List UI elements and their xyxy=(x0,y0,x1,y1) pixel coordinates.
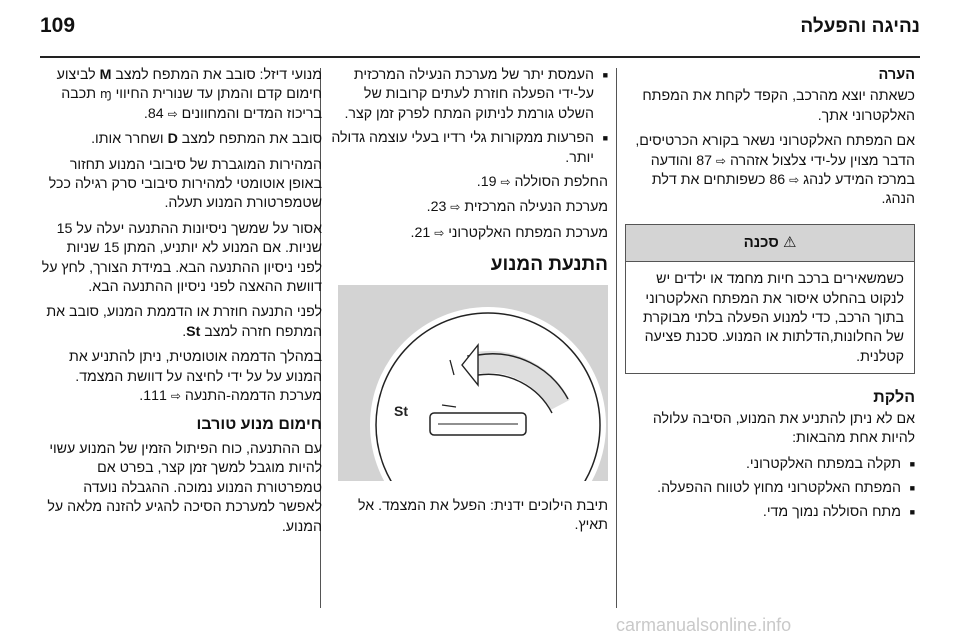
ref-number: 21 xyxy=(414,224,431,241)
ref-number: 19 xyxy=(480,174,497,191)
illustration-caption: תיבת הילוכים ידנית: הפעל את המצמד. אל תאיץ. xyxy=(358,498,608,534)
note-ref-2: 86 xyxy=(769,172,786,189)
turn-to-d-paragraph xyxy=(40,130,322,149)
ref-arrow-icon: ⇨ xyxy=(450,200,461,215)
position-d-label: D xyxy=(167,131,178,148)
fault-bullet: ■ מתח הסוללה נמוך מדי. xyxy=(625,503,915,522)
illus-position-label: St xyxy=(394,402,408,419)
ref-number: 111 xyxy=(143,388,167,405)
note-paragraph-2 xyxy=(625,132,915,210)
column-divider-right xyxy=(616,68,617,608)
ref-arrow-icon: ⇨ xyxy=(715,153,726,168)
ref-text: החלפת הסוללה xyxy=(514,174,608,191)
glow-plug-icon: ɱ xyxy=(99,87,112,102)
warning-title: סכנה xyxy=(743,233,779,251)
ref-text: מערכת המפתח האלקטרוני xyxy=(448,224,608,241)
note-title: הערה xyxy=(878,67,915,83)
text-run: תכבה בריכוז המדים והמחוונים xyxy=(61,86,322,122)
ignition-switch-illustration xyxy=(338,285,608,481)
middle-column xyxy=(330,66,608,542)
text-run: ושחרר אותו. xyxy=(91,131,164,148)
page-title: נהיגה והפעלה xyxy=(800,16,920,37)
section-title-turbo: חימום מנוע טורבו xyxy=(196,415,322,433)
ref-number: 84 xyxy=(147,105,164,122)
watermark: carmanualsonline.info xyxy=(616,615,792,635)
section-title-engine-start: התנעת המנוע xyxy=(490,254,608,276)
note-paragraph-1: כשאתה יוצא מהרכב, הקפד לקחת את המפתח האלקטרוני אתך. xyxy=(642,88,915,124)
note-text-c: כשפותחים את דלת הנהג. xyxy=(651,172,915,208)
fault-title: הלקת xyxy=(873,389,915,407)
text-run: סובב את המתפח למצב xyxy=(181,131,322,148)
text-run: לביצוע חימום קדם והמתן עד שנורית החיווי xyxy=(56,67,322,103)
position-m-label: M xyxy=(99,67,112,83)
warning-box xyxy=(625,224,915,374)
right-column xyxy=(625,66,915,528)
turbo-paragraph: עם ההתנעה, כוח הפיתול הזמין של המנוע עשוי להיות מוגבל למשך זמן קצר, בפרט אם טמפרטורת המנוע נמוכה. ההגבלה נועדה לאפשר למערכת הסיכה להגיע להזנה מלאה על המנוע. xyxy=(47,440,322,535)
left-column xyxy=(40,66,322,543)
idle-paragraph: המהירות המוגברת של סיבובי המנוע תחזור באופן אוטומטי למהירות סיבובי סרק רגילה ככל שטמפרטורת המנוע תעלה. xyxy=(48,156,322,212)
warning-triangle-icon: ⚠ xyxy=(782,232,797,251)
cross-ref-locking: מערכת הנעילה המרכזית ⇨ 23. xyxy=(426,199,608,216)
cause-bullet: ■ הפרעות ממקורות גלי רדיו בעלי עוצמה גדולה יותר. xyxy=(330,129,608,168)
cause-bullet: ■ העמסת יתר של מערכת הנעילה המרכזית על-ידי הפעלה חוזרת לעתים קרובות של השלט גורמת לניתוק המתח לפרק זמן קצר. xyxy=(330,66,608,124)
warning-header xyxy=(626,225,914,262)
fault-intro: אם לא ניתן להתניע את המנוע, הסיבה עלולה להיות אחת מהבאות: xyxy=(652,410,915,447)
ref-text: מערכת הדממה-התנעה xyxy=(184,388,322,405)
ref-arrow-icon: ⇨ xyxy=(434,225,445,240)
autostop-paragraph: במהלך הדממה אוטומטית, ניתן להתניע את המנוע על על ידי לחיצה על דוושת המצמד. מערכת הדממה-התנעה ⇨ 111. xyxy=(69,349,322,405)
attempts-paragraph: אסור על שמשך ניסיונות ההתנעה יעלה על 15 שניות. אם המנוע לא יותניע, המתן 15 שניות לפני ניסיון ההתנעה הבא. במידת הצורך, לחץ על דוושת ההאצה לפני ניסיון ההתנעה הבא. xyxy=(41,220,322,296)
text-run: לפני התנעה חוזרת או הדממת המנוע, סובב את המתפח חזרה למצב xyxy=(46,304,322,340)
note-ref-1: 87 xyxy=(696,152,712,169)
fault-bullet: ■ המפתח האלקטרוני מחוץ לטווח ההפעלה. xyxy=(625,479,915,498)
ref-arrow-icon: ⇨ xyxy=(789,173,800,188)
position-st-label: St xyxy=(186,323,201,340)
fault-bullet: ■ תקלה במפתח האלקטרוני. xyxy=(625,455,915,474)
ref-arrow-icon: ⇨ xyxy=(500,175,511,190)
cross-ref-battery: החלפת הסוללה ⇨ 19. xyxy=(476,174,608,191)
note-text-a: אם המפתח האלקטרוני נשאר בקורא הכרטיסים, הדבר מצוין על-ידי צלצול אזהרה xyxy=(635,133,915,169)
diesel-paragraph: מנועי דיזל: סובב את המתפח למצב M לביצוע חימום קדם והמתן עד שנורית החיווי ɱ תכבה בריכוז המדים והמחוונים ⇨ 84. xyxy=(56,67,322,122)
warning-text: כשמשאירים ברכב חיות מחמד או ילדים יש לנקוט בהחלט איסור את המפתח האלקטרוני בתוך הרכב, כדי למנוע הפעלה בלתי מבוקרת של החלונות,הדלתות או המנוע. סכנת פציעה קטלנית. xyxy=(643,271,904,365)
ref-number: 23 xyxy=(430,199,447,216)
ref-arrow-icon: ⇨ xyxy=(167,106,178,121)
header-rule xyxy=(40,56,920,58)
cross-ref-key: מערכת המפתח האלקטרוני ⇨ 21. xyxy=(410,224,608,241)
page-number: 109 xyxy=(40,14,76,37)
ref-arrow-icon: ⇨ xyxy=(170,389,181,404)
text-run: מנועי דיזל: סובב את המתפח למצב xyxy=(115,67,322,83)
note-text-b: והודעה במרכז המידע לנהג xyxy=(650,152,915,189)
text-run: במהלך הדממה אוטומטית, ניתן להתניע את המנוע על על ידי לחיצה על דוושת המצמד. xyxy=(69,349,322,385)
ref-text: מערכת הנעילה המרכזית xyxy=(464,199,608,216)
restart-paragraph: לפני התנעה חוזרת או הדממת המנוע, סובב את המתפח חזרה למצב St. xyxy=(46,304,322,340)
